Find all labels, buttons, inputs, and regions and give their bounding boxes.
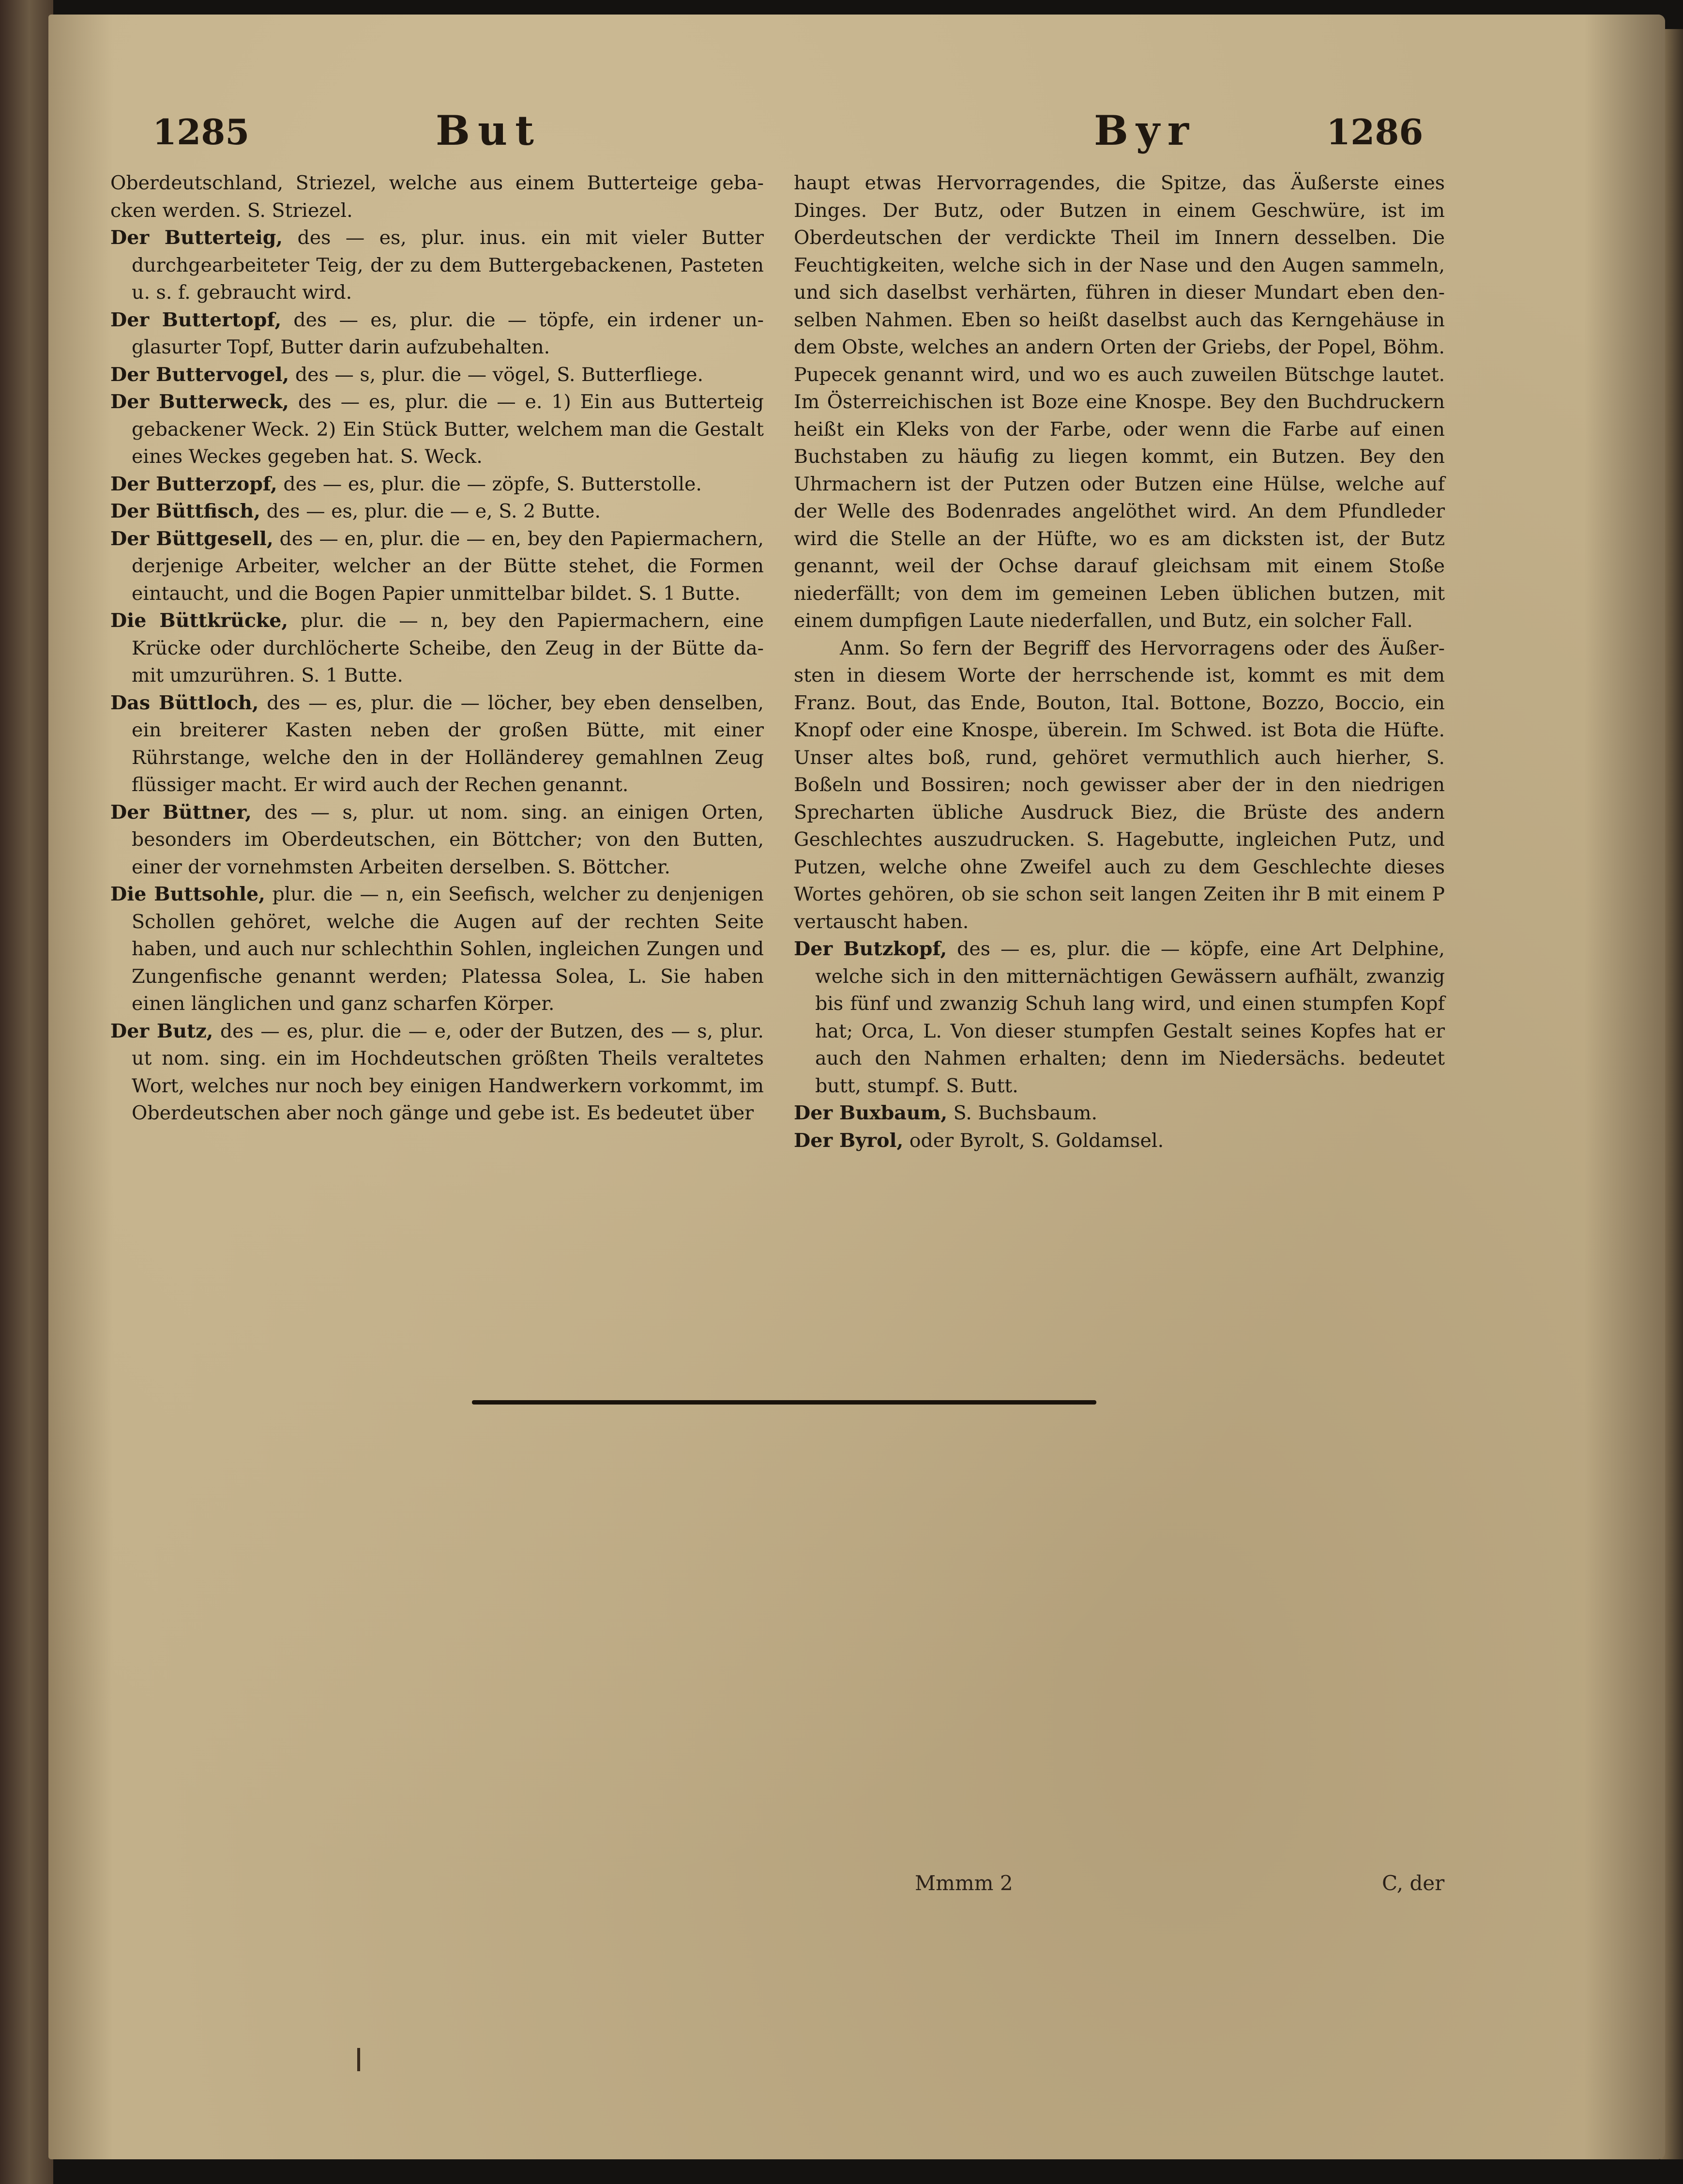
dictionary-entry: [110, 1018, 764, 1127]
running-header: [106, 102, 1452, 165]
right-page-number: 1286: [1326, 111, 1424, 153]
entry-headword: Der Butterzopf,: [110, 473, 277, 495]
entry-text: des — es, plur. inus. ein mit vieler Butter durchgearbeiteter Teig, der zu dem Buttergebackenen, Pasteten u. s. f. gebraucht wird.: [132, 227, 764, 304]
entry-text: des — es, plur. die — köpfe, eine Art Delphine, welche sich in den mitternächtigen Gewässern aufhält, zwanzig bis fünf und zwanzig Schuh lang wird, und einen stumpfen Kopf hat; Orca, L. Von dieser stumpfen Gestalt seines Kopfes hat er auch den Nahmen erhalten; denn im Niedersächs. bedeutet butt, stumpf. S. Butt.: [815, 938, 1445, 1097]
dictionary-entry: [110, 689, 764, 799]
entry-headword: Die Büttkrücke,: [110, 610, 288, 632]
annotation-paragraph: [794, 635, 1445, 936]
entry-headword: Der Byrol,: [794, 1129, 904, 1152]
left-running-head: But: [436, 107, 542, 154]
entry-text: des — es, plur. die — töpfe, ein irdener unglasurter Topf, Butter darin aufzubehalten.: [132, 308, 764, 358]
dictionary-entry: [110, 881, 764, 1018]
entry-text: oder Byrolt, S. Goldamsel.: [903, 1129, 1164, 1152]
dictionary-entry: [110, 799, 764, 881]
dictionary-entry: [110, 607, 764, 689]
dictionary-entry: [110, 388, 764, 471]
entry-headword: Die Buttsohle,: [110, 883, 265, 905]
entry-headword: Das Büttloch,: [110, 691, 259, 714]
left-text-column: [110, 169, 764, 1127]
entry-text: des — es, plur. die — e. 1) Ein aus Butterteig gebackener Weck. 2) Ein Stück Butter, welchem man die Gestalt eines Weckes gegeben hat. S. Weck.: [132, 391, 764, 468]
dictionary-entry: [110, 224, 764, 306]
entry-text: S. Buchsbaum.: [947, 1102, 1097, 1124]
left-page-number: 1285: [152, 111, 250, 153]
dictionary-entry: [794, 1127, 1445, 1155]
dictionary-entry: [794, 935, 1445, 1100]
dictionary-entry: [110, 471, 764, 498]
entry-text: des — en, plur. die — en, bey den Papiermachern, derjenige Arbeiter, welcher an der Bütte stehet, die Formen eintaucht, und die Bogen Papier unmittelbar bildet. S. 1 Butte.: [132, 527, 764, 605]
entry-text: haupt etwas Hervorragendes, die Spitze, das Äußerste eines Dinges. Der Butz, oder Butzen in einem Geschwüre, ist im Oberdeutschen der verdickte Theil im Innern desselben. Die Feuchtigkeiten, welche sich in der Nase und den Augen sammeln, und sich daselbst verhärten, führen in dieser Mundart eben denselben Nahmen. Eben so heißt daselbst auch das Kerngehäuse in dem Obste, welches an andern Orten der Griebs, der Popel, Böhm. Pupecek genannt wird, und wo es auch zuweilen Bütschge lautet. Im Österreichischen ist Boze eine Knospe. Bey den Buchdruckern heißt ein Kleks von der Farbe, oder wenn die Farbe auf einen Buchstaben zu häufig zu liegen kommt, ein Butzen. Bey den Uhrmachern ist der Putzen oder Butzen eine Hülse, welche auf der Welle des Bodenrades angelöthet wird. An dem Pfundleder wird die Stelle an der Hüfte, wo es am dicksten ist, der Butz genannt, weil der Ochse darauf gleichsam mit einem Stoße niederfällt; von dem im gemeinen Leben üblichen butzen, mit einem dumpfigen Laute niederfallen, und Butz, ein solcher Fall.: [794, 172, 1445, 632]
continued-text: [794, 169, 1445, 635]
entry-headword: Der Büttfisch,: [110, 500, 261, 522]
entry-text: plur. die — n, ein Seefisch, welcher zu denjenigen Schollen gehöret, welche die Augen auf der rechten Seite haben, und auch nur schlechthin Sohlen, ingleichen Zungen und Zungenfische genannt werden; Platessa Solea, L. Sie haben einen länglichen und ganz scharfen Körper.: [132, 883, 764, 1015]
dictionary-entry: [794, 1100, 1445, 1127]
entry-text: Anm. So fern der Begriff des Hervorragens oder des Äußersten in diesem Worte der herrschende ist, kommt es mit dem Franz. Bout, das Ende, Bouton, Ital. Bottone, Bozzo, Boccio, ein Knopf oder eine Knospe, überein. Im Schwed. ist Bota die Hüfte. Unser altes boß, rund, gehöret vermuthlich auch hierher, S. Boßeln und Bossiren; noch gewisser aber der in den niedrigen Sprecharten übliche Ausdruck Biez, die Brüste des andern Geschlechtes auszudrucken. S. Hagebutte, ingleichen Putz, und Putzen, welche ohne Zweifel auch zu dem Geschlechte dieses Wortes gehören, ob sie schon seit langen Zeiten ihr B mit einem P vertauscht haben.: [794, 637, 1445, 933]
entry-text: des — es, plur. die — e, oder der Butzen, des — s, plur. ut nom. sing. ein im Hochdeutschen größten Theils veraltetes Wort, welches nur noch bey einigen Handwerkern vorkommt, im Oberdeutschen aber noch gänge und gebe ist. Es bedeutet über: [132, 1020, 764, 1124]
entry-text: des — es, plur. die — zöpfe, S. Butterstolle.: [277, 473, 702, 495]
margin-mark: [357, 2048, 360, 2071]
entry-headword: Der Buttervogel,: [110, 363, 289, 386]
dictionary-entry: [110, 361, 764, 389]
entry-text: des — es, plur. die — e, S. 2 Butte.: [260, 500, 601, 522]
dictionary-entry: [110, 498, 764, 525]
right-text-column: [794, 169, 1445, 1154]
entry-headword: Der Butterteig,: [110, 227, 283, 249]
dictionary-entry: [110, 306, 764, 361]
entry-text: Oberdeutschland, Striezel, welche aus einem Butterteige gebacken werden. S. Striezel.: [110, 172, 764, 222]
entry-headword: Der Butz,: [110, 1020, 213, 1042]
right-running-head: Byr: [1094, 107, 1197, 154]
entry-text: des — es, plur. die — löcher, bey eben denselben, ein breiterer Kasten neben der großen Bütte, mit einer Rührstange, welche den in der Holländerey gemahlnen Zeug flüssiger macht. Er wird auch der Rechen genannt.: [132, 691, 764, 796]
entry-headword: Der Butzkopf,: [794, 938, 947, 960]
signature-mark: Mmmm 2: [915, 1871, 1013, 1895]
catchword: C, der: [1382, 1871, 1445, 1895]
entry-headword: Der Büttner,: [110, 801, 252, 824]
entry-headword: Der Butterweck,: [110, 391, 289, 413]
dictionary-entry: [110, 525, 764, 608]
entry-text: des — s, plur. ut nom. sing. an einigen Orten, besonders im Oberdeutschen, ein Böttcher; von den Butten, einer der vornehmsten Arbeiten derselben. S. Böttcher.: [132, 801, 764, 878]
entry-text: plur. die — n, bey den Papiermachern, eine Krücke oder durchlöcherte Scheibe, den Zeug in der Bütte damit umzurühren. S. 1 Butte.: [132, 610, 764, 687]
entry-headword: Der Buxbaum,: [794, 1102, 948, 1124]
entry-text: des — s, plur. die — vögel, S. Butterfliege.: [289, 363, 704, 386]
continued-text: [110, 169, 764, 224]
entry-headword: Der Buttertopf,: [110, 308, 282, 331]
entry-headword: Der Büttgesell,: [110, 527, 273, 550]
end-rule: [472, 1400, 1096, 1405]
book-gutter: [0, 0, 53, 2184]
